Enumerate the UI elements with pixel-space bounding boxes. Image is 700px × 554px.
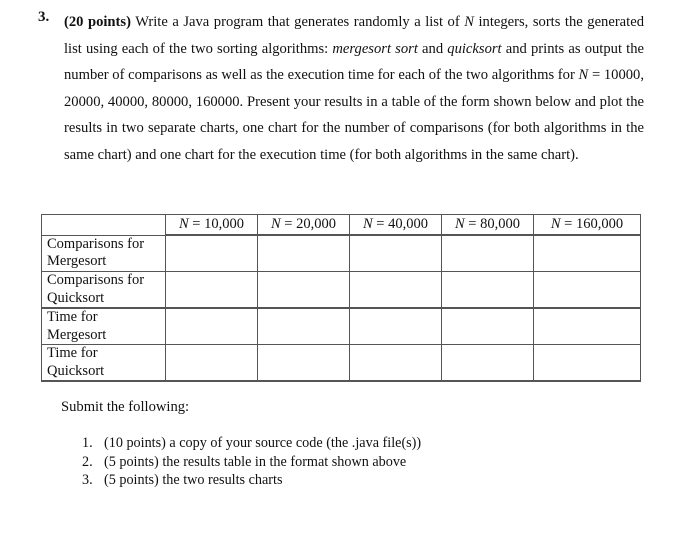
table-cell — [442, 308, 534, 345]
table-cell — [350, 308, 442, 345]
table-cell — [166, 272, 258, 309]
table-cell — [534, 235, 641, 272]
variable-n-2: N — [578, 67, 589, 83]
table-header-row — [42, 215, 641, 236]
list-item-number: 3. — [82, 472, 93, 488]
table-cell — [258, 272, 350, 309]
list-item-number: 1. — [82, 435, 93, 451]
column-header-n-10000: N = 10,000 — [166, 215, 258, 236]
table-cell — [350, 345, 442, 382]
question-text-part-4: and prints as output the number of comparisons as well as the execution time for each of the two algorithms for — [64, 40, 645, 83]
question-text-part-3: and — [417, 40, 448, 57]
submit-heading: Submit the following: — [61, 399, 190, 415]
row-label-comparisons-quicksort: Comparisons for Quicksort — [42, 272, 166, 309]
question-points: (20 points) — [64, 14, 131, 30]
table-row — [42, 345, 641, 382]
table-cell — [166, 308, 258, 345]
table-corner-cell — [42, 215, 166, 236]
list-item — [82, 471, 421, 490]
row-label-time-mergesort: Time for Mergesort — [42, 308, 166, 345]
list-item-number: 2. — [82, 453, 93, 470]
table-cell — [442, 235, 534, 272]
table-row — [42, 235, 641, 272]
table-cell — [442, 272, 534, 309]
column-header-n-160000: N = 160,000 — [534, 215, 641, 236]
row-label-comparisons-mergesort: Comparisons for Mergesort — [42, 235, 166, 272]
table-cell — [350, 272, 442, 309]
row-label-time-quicksort: Time for Quicksort — [42, 345, 166, 382]
variable-n: N — [464, 14, 474, 30]
list-item-text: (5 points) the results table in the format shown above — [104, 453, 407, 470]
column-header-n-20000: N = 20,000 — [258, 215, 350, 236]
table-row — [42, 308, 641, 345]
table-cell — [166, 345, 258, 382]
table-cell — [350, 235, 442, 272]
table-cell — [166, 235, 258, 272]
column-header-n-80000: N = 80,000 — [442, 215, 534, 236]
results-table — [41, 214, 641, 382]
table-cell — [534, 308, 641, 345]
question-number: 3. — [38, 9, 50, 25]
list-item — [82, 453, 421, 472]
list-item-text: (5 points) the two results charts — [104, 472, 283, 488]
list-item — [82, 434, 421, 453]
table-cell — [442, 345, 534, 382]
algorithm-mergesort: mergesort sort — [332, 40, 418, 57]
question-text-part-5: = 10000, 20000, 40000, 80000, 160000. Present your results in a table of the form shown below and plot the results in two separate charts, one chart for the number of comparisons (for both algorithms in the same chart) and one chart for the execution time (for both algorithms in the same chart). — [64, 67, 644, 163]
question-text — [64, 9, 644, 168]
table-cell — [258, 308, 350, 345]
table-cell — [258, 345, 350, 382]
column-header-n-40000: N = 40,000 — [350, 215, 442, 236]
question-text-part-1: Write a Java program that generates randomly a list of — [130, 14, 465, 30]
list-item-text: (10 points) a copy of your source code (the .java file(s)) — [104, 435, 422, 451]
algorithm-quicksort: quicksort — [447, 40, 502, 57]
table-cell — [534, 345, 641, 382]
submit-list — [82, 434, 421, 490]
table-cell — [258, 235, 350, 272]
table-cell — [534, 272, 641, 309]
table-row — [42, 272, 641, 309]
question-text-part-2: integers, sorts the generated list using each of the two sorting algorithms: — [64, 14, 644, 57]
